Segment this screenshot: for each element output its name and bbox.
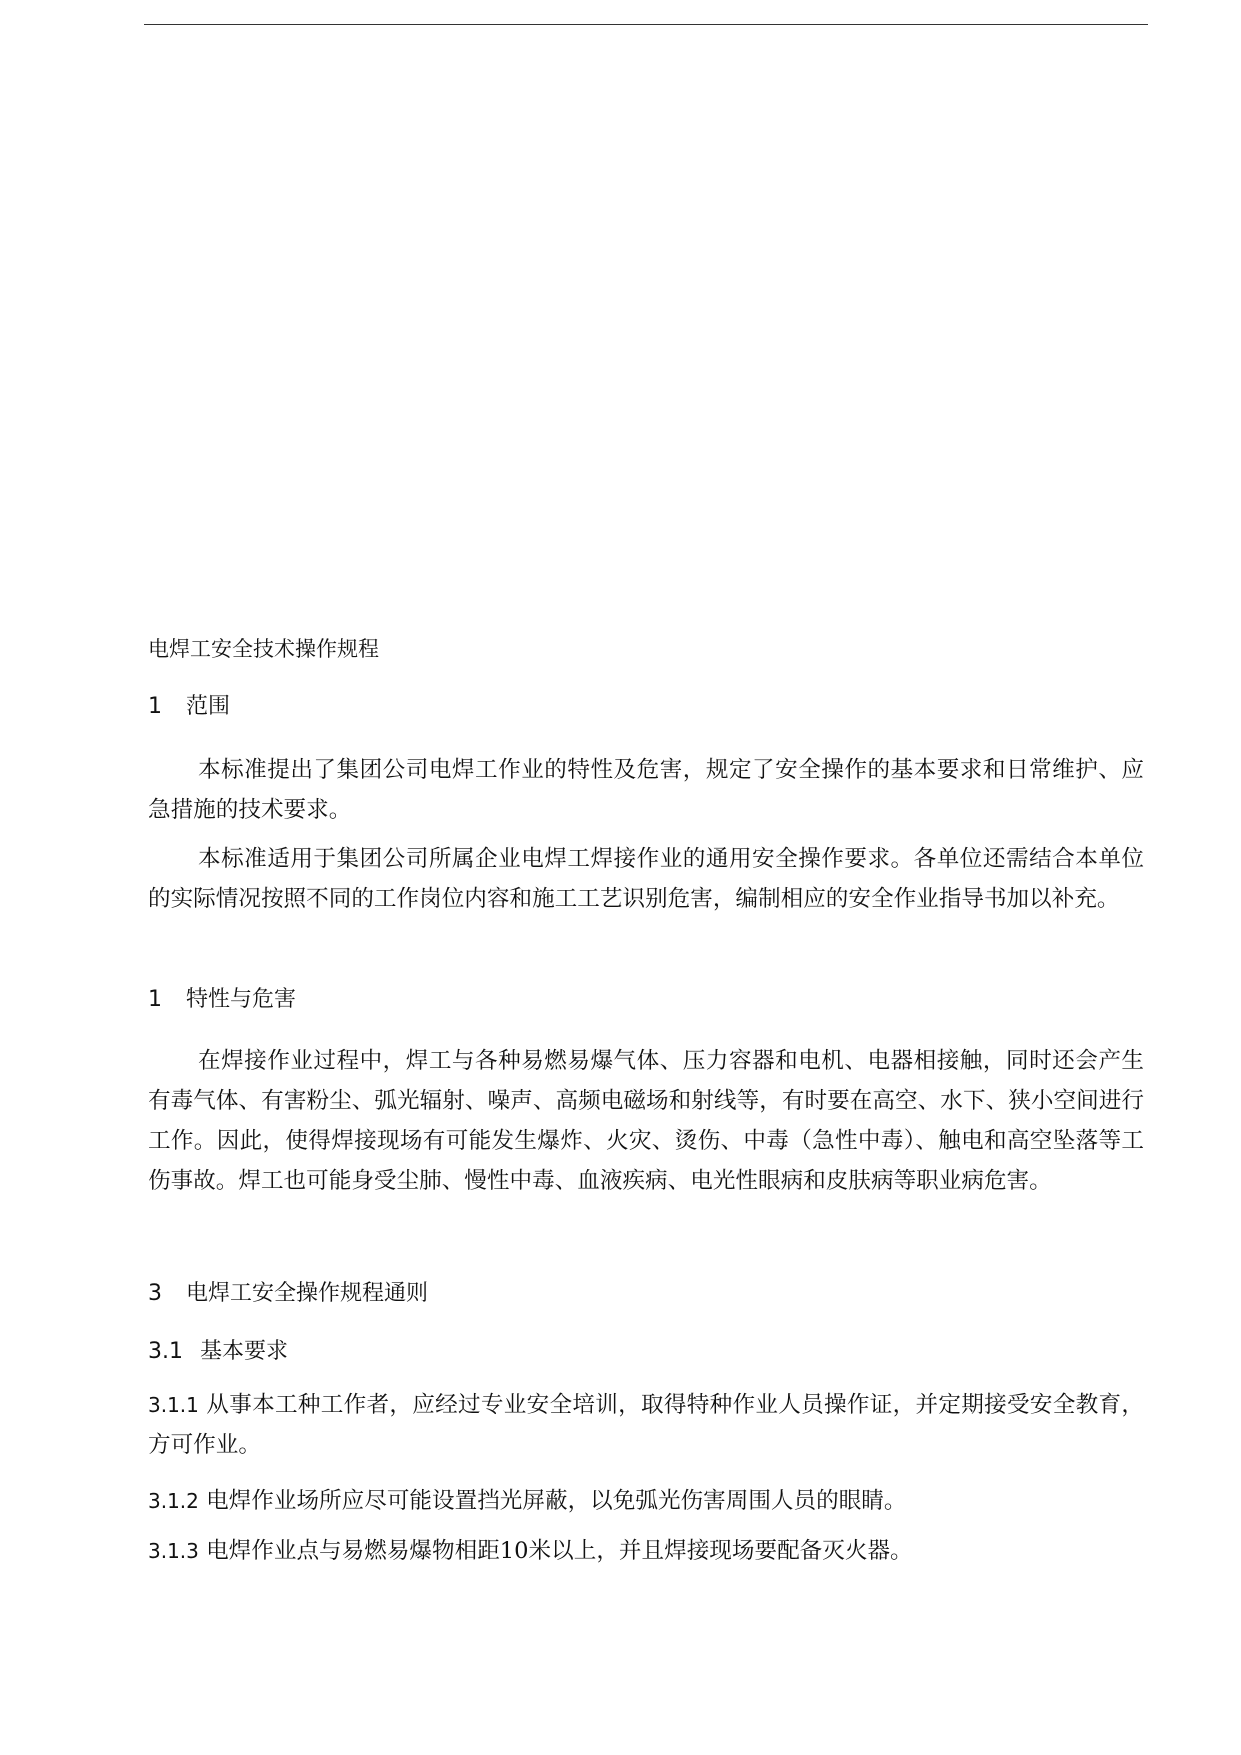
clause-text: 电焊作业点与易燃易爆物相距10米以上，并且焊接现场要配备灭火器。 bbox=[206, 1538, 913, 1564]
clause bbox=[148, 1531, 1144, 1571]
section-number: 3 bbox=[148, 1281, 162, 1306]
section-number: 1 bbox=[148, 694, 162, 719]
section-heading-general-rules bbox=[148, 1279, 428, 1309]
paragraph: 本标准提出了集团公司电焊工作业的特性及危害，规定了安全操作的基本要求和日常维护、应急措施的技术要求。 bbox=[148, 757, 1144, 823]
section-title: 特性与危害 bbox=[186, 987, 297, 1012]
paragraph: 本标准适用于集团公司所属企业电焊工焊接作业的通用安全操作要求。各单位还需结合本单位的实际情况按照不同的工作岗位内容和施工工艺识别危害，编制相应的安全作业指导书加以补充。 bbox=[148, 846, 1144, 912]
subsection-heading-basic-requirements bbox=[148, 1337, 288, 1367]
subsection-title: 基本要求 bbox=[200, 1339, 289, 1364]
clause-number: 3.1.3 bbox=[148, 1539, 199, 1563]
clause-number: 3.1.2 bbox=[148, 1489, 199, 1513]
header-rule bbox=[144, 24, 1148, 25]
clause bbox=[148, 1481, 1144, 1521]
document-title: 电焊工安全技术操作规程 bbox=[148, 637, 379, 661]
clause-number: 3.1.1 bbox=[148, 1393, 199, 1417]
section-number: 1 bbox=[148, 987, 162, 1012]
clause-text: 电焊作业场所应尽可能设置挡光屏蔽，以免弧光伤害周围人员的眼睛。 bbox=[206, 1488, 907, 1514]
clause bbox=[148, 1385, 1144, 1465]
section-heading-hazards bbox=[148, 985, 296, 1015]
paragraph: 在焊接作业过程中，焊工与各种易燃易爆气体、压力容器和电机、电器相接触，同时还会产生有毒气体、有害粉尘、弧光辐射、噪声、高频电磁场和射线等，有时要在高空、水下、狭小空间进行工作。因此，使得焊接现场有可能发生爆炸、火灾、烫伤、中毒（急性中毒）、触电和高空坠落等工伤事故。焊工也可能身受尘肺、慢性中毒、血液疾病、电光性眼病和皮肤病等职业病危害。 bbox=[148, 1048, 1144, 1194]
clause-text: 从事本工种工作者，应经过专业安全培训，取得特种作业人员操作证，并定期接受安全教育，方可作业。 bbox=[148, 1392, 1144, 1458]
section-title: 范围 bbox=[186, 694, 231, 719]
subsection-number: 3.1 bbox=[148, 1339, 183, 1364]
section-heading-scope bbox=[148, 692, 230, 722]
section-title: 电焊工安全操作规程通则 bbox=[186, 1281, 429, 1306]
